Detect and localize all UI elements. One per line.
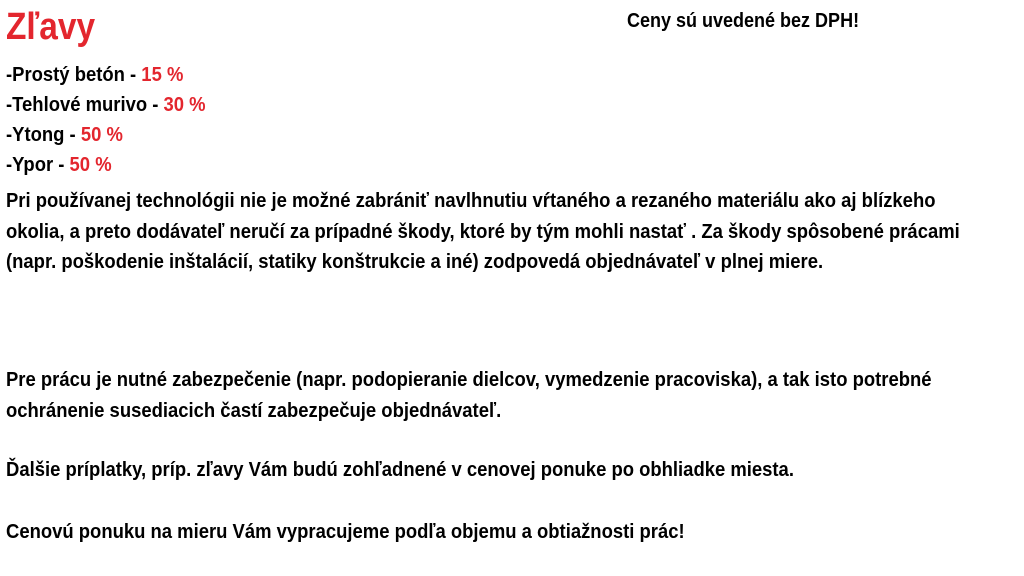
page-title: Zľavy — [6, 6, 96, 48]
discount-label: -Tehlové murivo - — [6, 93, 164, 116]
discount-label: -Ytong - — [6, 123, 81, 146]
surcharges-paragraph: Ďalšie príplatky, príp. zľavy Vám budú zohľadnené v cenovej ponuke po obhliadke miesta. — [6, 458, 794, 481]
quote-paragraph: Cenovú ponuku na mieru Vám vypracujeme podľa objemu a obtiažnosti prác! — [6, 520, 685, 543]
discount-list — [6, 60, 206, 180]
discount-item — [6, 150, 206, 180]
discount-item — [6, 90, 206, 120]
discount-label: -Prostý betón - — [6, 63, 142, 86]
site-security-paragraph: Pre prácu je nutné zabezpečenie (napr. podopieranie dielcov, vymedzenie pracoviska), a tak isto potrebné ochránenie susediacich častí zabezpečuje objednávateľ. — [6, 368, 932, 422]
discount-item — [6, 120, 206, 150]
discount-value: 50 % — [69, 153, 112, 176]
discount-label: -Ypor - — [6, 153, 70, 176]
liability-paragraph: Pri používanej technológii nie je možné zabrániť navlhnutiu vŕtaného a rezaného materiálu ako aj blízkeho okolia, a preto dodávateľ neručí za prípadné škody, ktoré by tým mohli nastať . Za škody spôsobené prácami (napr. poškodenie inštalácií, statiky konštrukcie a iné) zodpovedá objednávateľ v plnej miere. — [6, 189, 960, 273]
discount-value: 15 % — [141, 63, 184, 86]
vat-note: Ceny sú uvedené bez DPH! — [627, 10, 860, 32]
discount-value: 30 % — [163, 93, 206, 116]
discount-item — [6, 60, 206, 90]
discount-value: 50 % — [80, 123, 123, 146]
